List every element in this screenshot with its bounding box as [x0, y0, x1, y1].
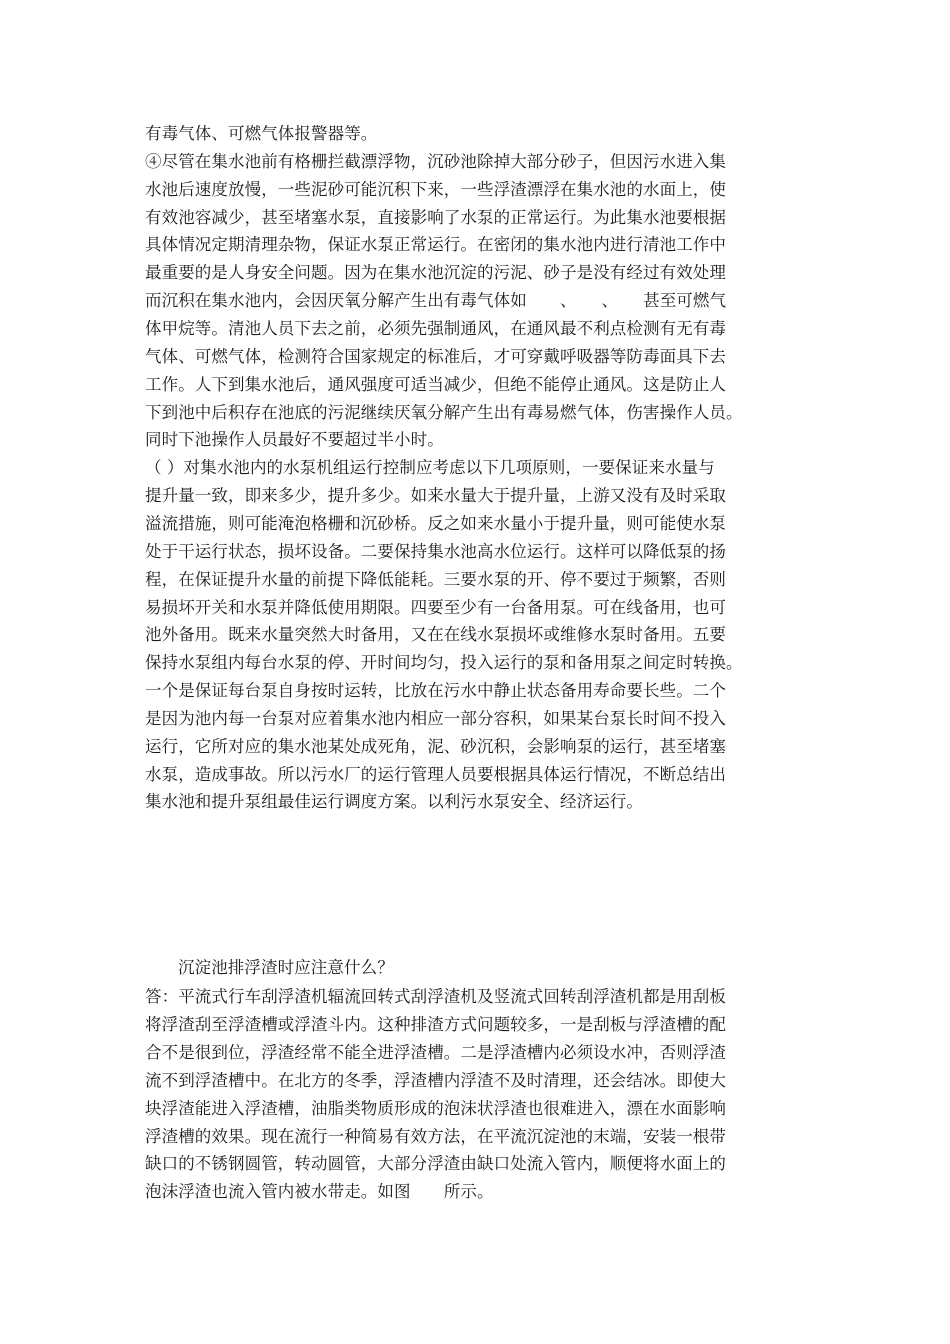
text-line: 水泵，造成事故。所以污水厂的运行管理人员要根据具体运行情况，不断总结出 [145, 764, 726, 784]
text-line: 水池后速度放慢，一些泥砂可能沉积下来，一些浮渣漂浮在集水池的水面上，使 [145, 179, 726, 199]
text-line: 有毒气体、可燃气体报警器等。 [145, 124, 378, 143]
text-line: 溢流措施，则可能淹泡格栅和沉砂桥。反之如来水量小于提升量，则可能使水泵 [145, 513, 726, 533]
text-line: 处于干运行状态，损坏设备。二要保持集水池高水位运行。这样可以降低泵的扬 [145, 541, 726, 561]
text-line: 工作。人下到集水池后，通风强度可适当减少，但绝不能停止通风。这是防止人 [145, 374, 726, 394]
answer-line: 浮渣槽的效果。现在流行一种简易有效方法，在平流沉淀池的末端，安装一根带 [145, 1126, 726, 1146]
text-line: 具体情况定期清理杂物，保证水泵正常运行。在密闭的集水池内进行清池工作中 [145, 235, 726, 255]
text-line: 气体、可燃气体，检测符合国家规定的标准后，才可穿戴呼吸器等防毒面具下去 [145, 346, 726, 366]
text-line: 保持水泵组内每台水泵的停、开时间均匀，投入运行的泵和备用泵之间定时转换。 [145, 653, 743, 673]
text-line: 最重要的是人身安全问题。因为在集水池沉淀的污泥、砂子是没有经过有效处理 [145, 263, 726, 283]
text-line: 而沉积在集水池内，会因厌氧分解产生出有毒气体如 、 、 甚至可燃气 [145, 291, 727, 311]
text-line: 集水池和提升泵组最佳运行调度方案。以利污水泵安全、经济运行。 [145, 792, 643, 812]
answer-line: 泡沫浮渣也流入管内被水带走。如图 所示。 [145, 1182, 494, 1202]
text-line: ④尽管在集水池前有格栅拦截漂浮物，沉砂池除掉大部分砂子，但因污水进入集 [145, 151, 726, 171]
text-line: 池外备用。既来水量突然大时备用，又在在线水泵损坏或维修水泵时备用。五要 [145, 625, 726, 645]
text-line: （ ）对集水池内的水泵机组运行控制应考虑以下几项原则，一要保证来水量与 [145, 458, 715, 478]
text-line: 运行，它所对应的集水池某处成死角，泥、砂沉积，会影响泵的运行，甚至堵塞 [145, 736, 726, 756]
text-line: 下到池中后积存在池底的污泥继续厌氧分解产生出有毒易燃气体，伤害操作人员。 [145, 402, 743, 422]
answer-line: 流不到浮渣槽中。在北方的冬季，浮渣槽内浮渣不及时清理，还会结冰。即使大 [145, 1070, 726, 1090]
text-line: 提升量一致，即来多少，提升多少。如来水量大于提升量，上游又没有及时采取 [145, 486, 726, 506]
question-heading: 沉淀池排浮渣时应注意什么？ [178, 958, 394, 977]
text-line: 一个是保证每台泵自身按时运转，比放在污水中静止状态备用寿命要长些。二个 [145, 681, 726, 700]
text-line: 易损坏开关和水泵并降低使用期限。四要至少有一台备用泵。可在线备用，也可 [145, 597, 726, 617]
answer-line: 将浮渣刮至浮渣槽或浮渣斗内。这种排渣方式问题较多，一是刮板与浮渣槽的配 [145, 1014, 726, 1034]
text-line: 同时下池操作人员最好不要超过半小时。 [145, 430, 444, 450]
answer-line: 答：平流式行车刮浮渣机辐流回转式刮浮渣机及竖流式回转刮浮渣机都是用刮板 [145, 987, 726, 1006]
answer-line: 合不是很到位，浮渣经常不能全进浮渣槽。二是浮渣槽内必须设水冲，否则浮渣 [145, 1042, 726, 1062]
text-line: 是因为池内每一台泵对应着集水池内相应一部分容积，如果某台泵长时间不投入 [145, 708, 726, 728]
text-line: 有效池容减少，甚至堵塞水泵，直接影响了水泵的正常运行。为此集水池要根据 [145, 207, 726, 227]
text-line: 体甲烷等。清池人员下去之前，必须先强制通风，在通风最不利点检测有无有毒 [145, 319, 726, 338]
text-line: 程，在保证提升水量的前提下降低能耗。三要水泵的开、停不要过于频繁，否则 [145, 569, 726, 589]
answer-line: 块浮渣能进入浮渣槽，油脂类物质形成的泡沫状浮渣也很难进入，漂在水面影响 [145, 1098, 726, 1118]
answer-line: 缺口的不锈钢圆管，转动圆管，大部分浮渣由缺口处流入管内，顺便将水面上的 [145, 1154, 726, 1174]
